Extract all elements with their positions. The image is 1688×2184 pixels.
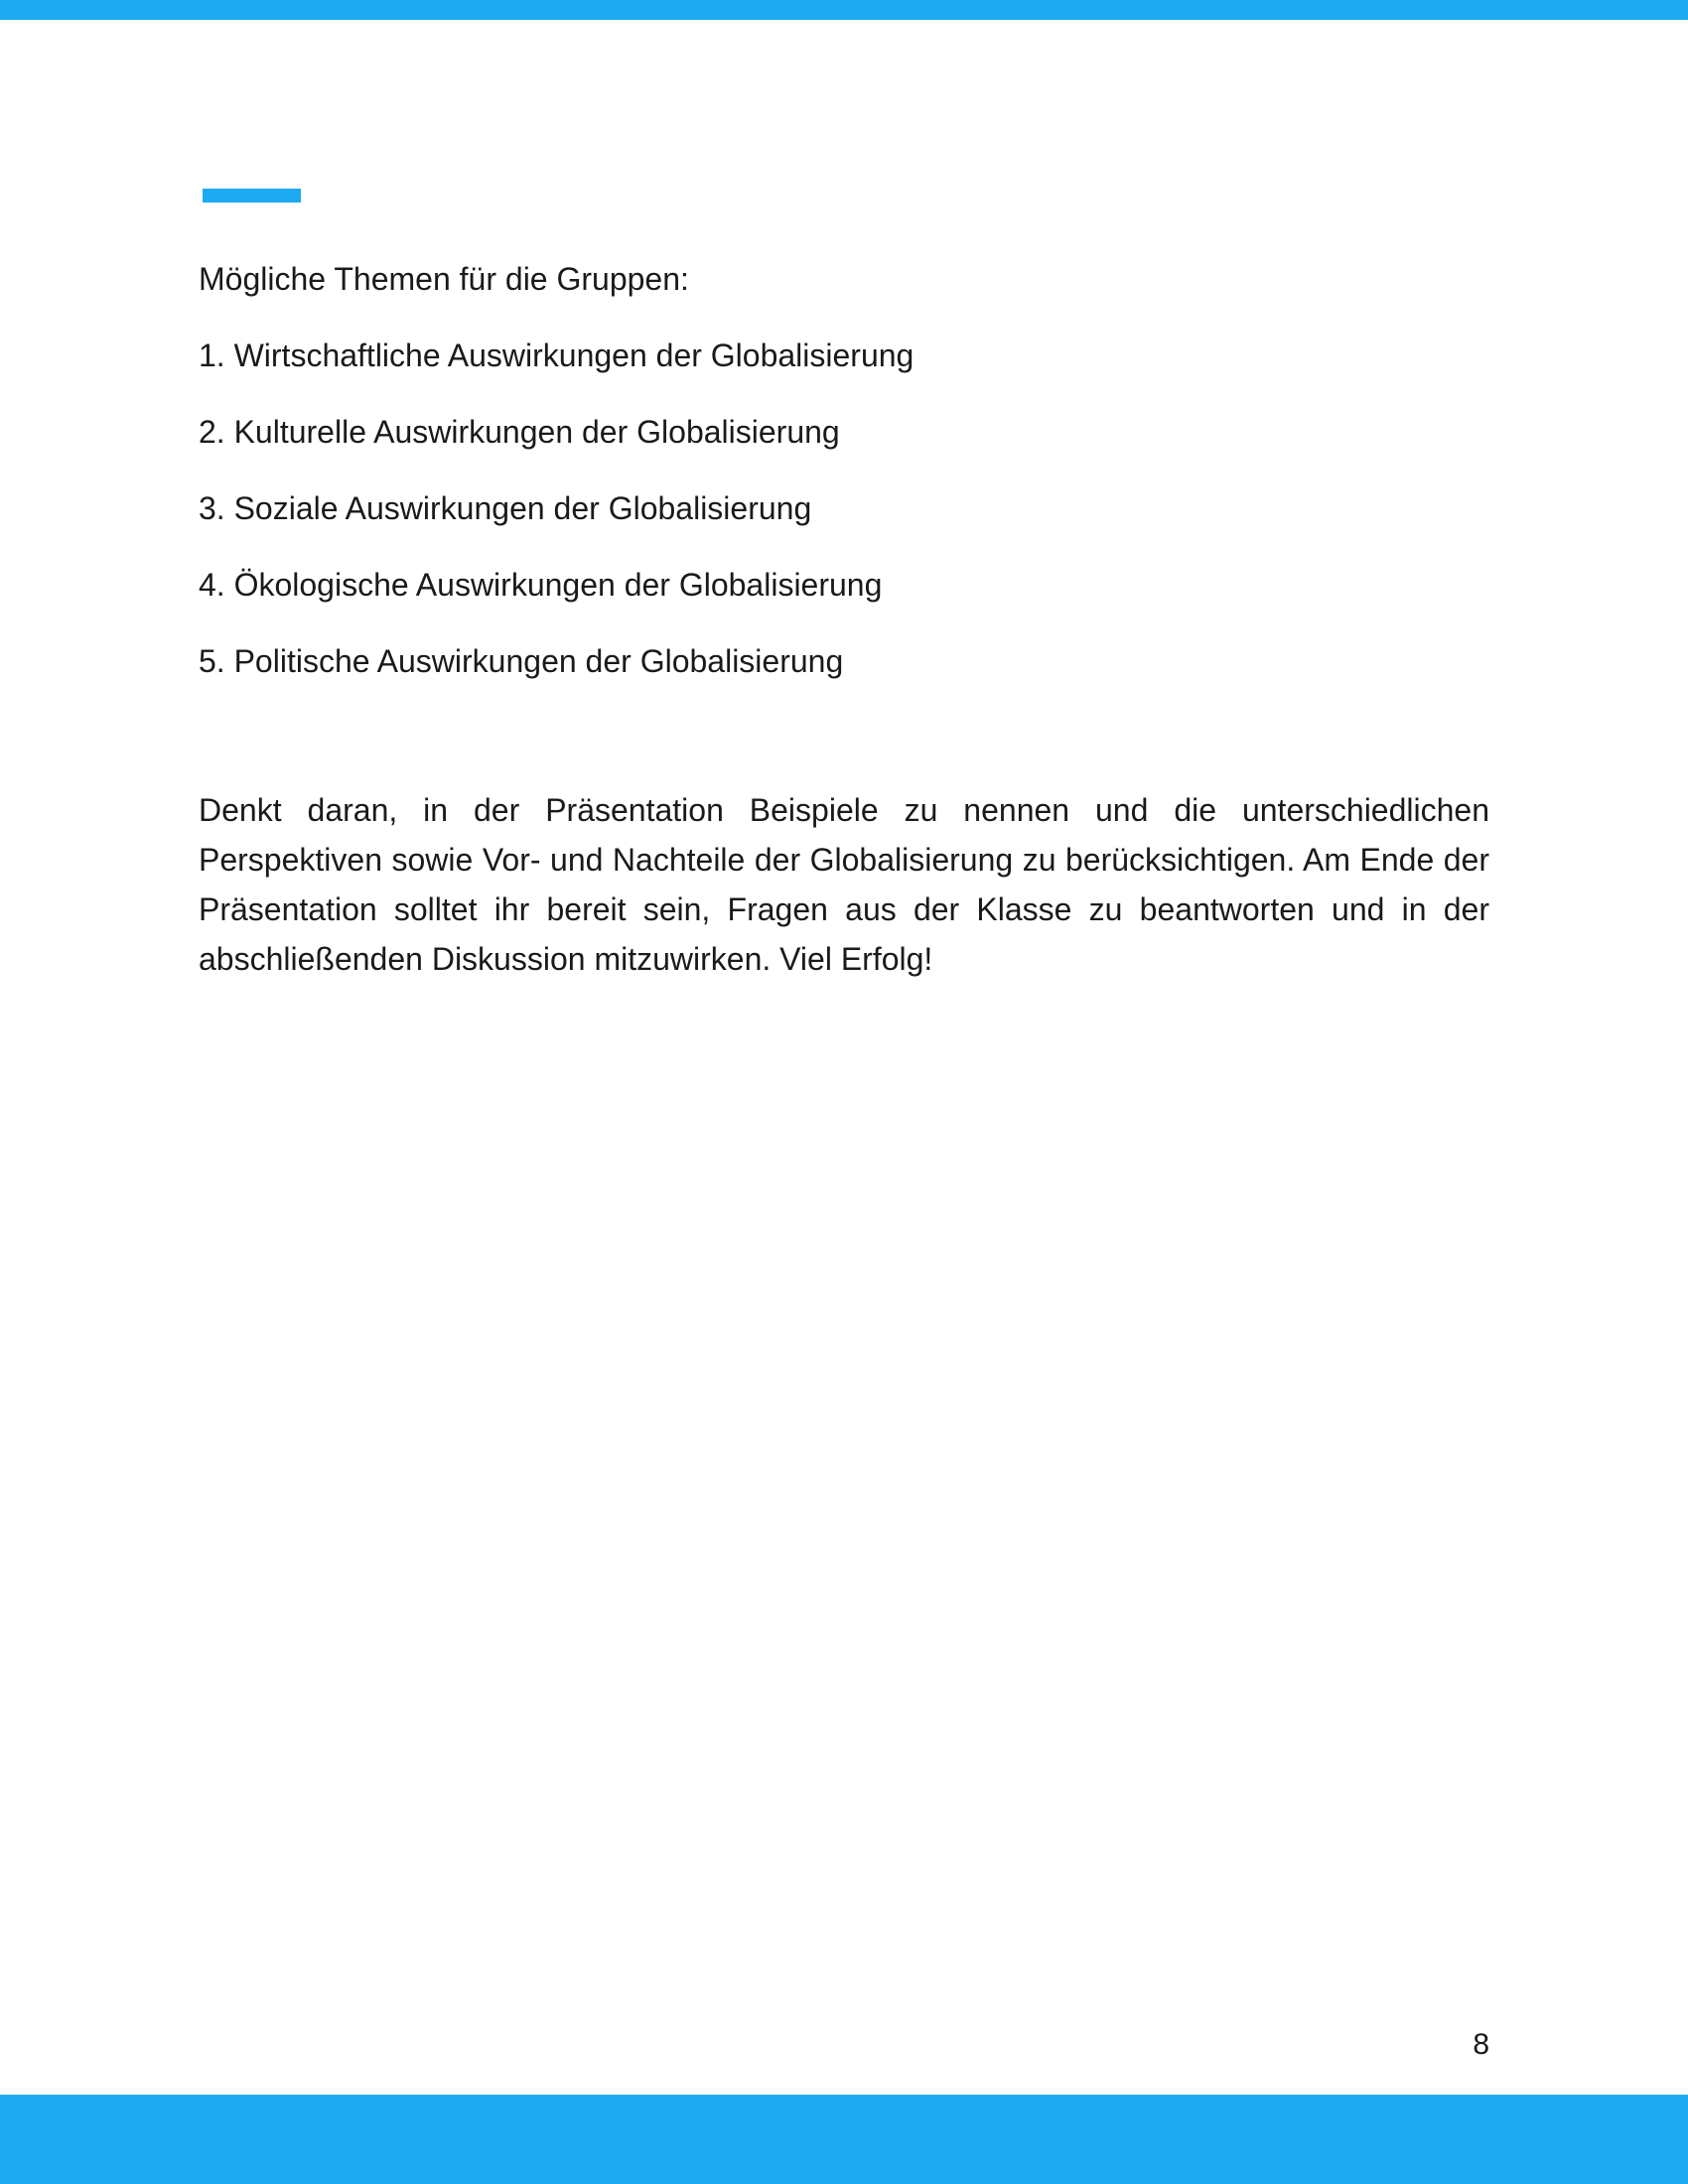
list-item: 4. Ökologische Auswirkungen der Globalisierung xyxy=(199,567,883,603)
top-accent-bar xyxy=(0,0,1688,20)
list-item: 3. Soziale Auswirkungen der Globalisierung xyxy=(199,490,812,526)
topic-list xyxy=(199,331,1489,686)
section-accent-dash xyxy=(203,189,301,203)
bottom-accent-bar xyxy=(0,2095,1688,2184)
topics-intro: Mögliche Themen für die Gruppen: xyxy=(199,261,689,297)
closing-paragraph: Denkt daran, in der Präsentation Beispiele zu nennen und die unterschiedlichen Perspektiven sowie Vor- und Nachteile der Globalisierung zu berücksichtigen. Am Ende der Präsentation solltet ihr bereit sein, Fragen aus der Klasse zu beantworten und in der abschließenden Diskussion mitzuwirken. Viel Erfolg! xyxy=(199,792,1489,977)
page-number: 8 xyxy=(1473,2028,1489,2061)
page-content xyxy=(199,254,1489,984)
list-item: 2. Kulturelle Auswirkungen der Globalisierung xyxy=(199,414,840,450)
list-item: 5. Politische Auswirkungen der Globalisierung xyxy=(199,643,844,679)
list-item: 1. Wirtschaftliche Auswirkungen der Globalisierung xyxy=(199,338,914,373)
